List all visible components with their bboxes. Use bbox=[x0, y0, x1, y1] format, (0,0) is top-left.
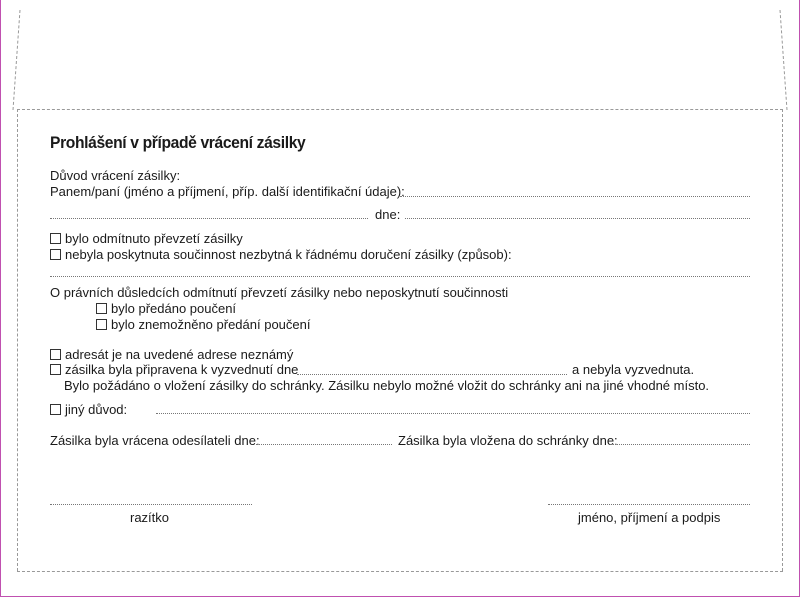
option-instruction-given-label: bylo předáno poučení bbox=[111, 301, 237, 316]
fold-line-bottom bbox=[17, 571, 783, 572]
form-title: Prohlášení v případě vrácení zásilky bbox=[50, 133, 306, 152]
cut-line-right bbox=[782, 109, 783, 571]
checkbox-instruction-prevented[interactable] bbox=[96, 319, 107, 330]
mailbox-label: Zásilka byla vložena do schránky dne: bbox=[398, 433, 618, 448]
person-field-continued[interactable] bbox=[50, 218, 368, 219]
option-instruction-given[interactable] bbox=[96, 301, 236, 316]
option-no-cooperation[interactable] bbox=[50, 247, 512, 262]
mailbox-note: Bylo požádáno o vložení zásilky do schránky. Zásilku nebylo možné vložit do schránky ani na jiné vhodné místo. bbox=[64, 378, 710, 393]
checkbox-addressee-unknown[interactable] bbox=[50, 349, 61, 360]
checkbox-instruction-given[interactable] bbox=[96, 303, 107, 314]
reason-label: Důvod vrácení zásilky: bbox=[50, 168, 181, 183]
fold-line-top bbox=[17, 109, 783, 110]
cooperation-method-field[interactable] bbox=[50, 276, 750, 277]
person-label: Panem/paní (jméno a příjmení, příp. další identifikační údaje): bbox=[50, 184, 405, 199]
person-field[interactable] bbox=[400, 196, 750, 197]
checkbox-no-cooperation[interactable] bbox=[50, 249, 61, 260]
stamp-label: razítko bbox=[130, 510, 170, 525]
returned-label: Zásilka byla vrácena odesílateli dne: bbox=[50, 433, 260, 448]
date-label: dne: bbox=[375, 207, 401, 222]
page-edge-left bbox=[0, 0, 1, 597]
mailbox-date-field[interactable] bbox=[610, 444, 750, 445]
envelope-flap-left bbox=[1, 10, 21, 110]
not-collected-label: a nebyla vyzvednuta. bbox=[572, 362, 695, 377]
checkbox-refused[interactable] bbox=[50, 233, 61, 244]
option-no-cooperation-label: nebyla poskytnuta součinnost nezbytná k řádnému doručení zásilky (způsob): bbox=[65, 247, 512, 262]
option-refused[interactable] bbox=[50, 231, 243, 246]
option-refused-label: bylo odmítnuto převzetí zásilky bbox=[65, 231, 243, 246]
signature-label: jméno, příjmení a podpis bbox=[578, 510, 721, 525]
date-field[interactable] bbox=[405, 218, 750, 219]
option-other-reason-label: jiný důvod: bbox=[65, 402, 128, 417]
returned-date-field[interactable] bbox=[256, 444, 392, 445]
envelope-flap-right bbox=[780, 10, 800, 110]
checkbox-other-reason[interactable] bbox=[50, 404, 61, 415]
option-prepared[interactable] bbox=[50, 362, 298, 377]
option-other-reason[interactable] bbox=[50, 402, 127, 417]
prepared-date-field[interactable] bbox=[297, 374, 567, 375]
option-addressee-unknown[interactable] bbox=[50, 347, 293, 362]
option-instruction-prevented[interactable] bbox=[96, 317, 310, 332]
cut-line-left bbox=[17, 109, 18, 571]
option-instruction-prevented-label: bylo znemožněno předání poučení bbox=[111, 317, 311, 332]
consequences-label: O právních důsledcích odmítnutí převzetí zásilky nebo neposkytnutí součinnosti bbox=[50, 285, 509, 300]
stamp-field[interactable] bbox=[50, 504, 252, 505]
option-prepared-label: zásilka byla připravena k vyzvednutí dne bbox=[65, 362, 299, 377]
option-addressee-unknown-label: adresát je na uvedené adrese neznámý bbox=[65, 347, 294, 362]
signature-field[interactable] bbox=[548, 504, 750, 505]
other-reason-field[interactable] bbox=[156, 413, 750, 414]
checkbox-prepared[interactable] bbox=[50, 364, 61, 375]
